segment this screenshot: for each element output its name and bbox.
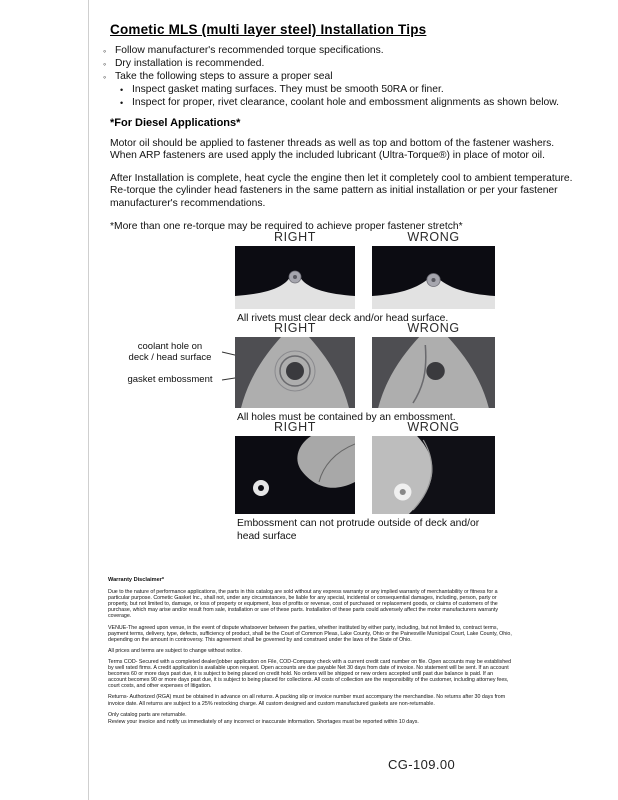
- document-number: CG-109.00: [388, 757, 456, 772]
- bullet-text: Dry installation is recommended.: [115, 58, 265, 69]
- gasket-embossment-label: gasket embossment: [127, 374, 213, 385]
- diesel-section: [110, 117, 582, 243]
- sub-bullet-item: [120, 97, 559, 109]
- embossment-right-illustration: [235, 436, 355, 514]
- rivet-wrong-panel: [372, 246, 495, 309]
- rivet-caption: All rivets must clear deck and/or head surface.: [237, 313, 449, 324]
- right-label-row1: RIGHT: [274, 230, 316, 244]
- coolant-hole-caption: All holes must be contained by an embossment.: [237, 412, 456, 423]
- embossment-caption: Embossment can not protrude outside of deck and/or head surface: [237, 518, 480, 542]
- legal-paragraph: Due to the nature of performance applications, the parts in this catalog are sold without any express warranty or any implied warranty of merchantability or fitness for a particular purpose. Cometic Gasket Inc., shall not, under any circumstances, be liable for any special, incidental or consequential damages, including, person, party or property, but not limited to, damage, or loss of property or equipment, loss of profits or revenue, cost of purchased or replacement goods, or claims of customers of the purchase, which may arise and/or result from sale, installation or use of these parts. Installation of these parts could adversely affect the motor manufacturers warranty coverage.: [108, 589, 499, 620]
- bullet-text: Follow manufacturer's recommended torque specifications.: [115, 45, 384, 56]
- sub-bullet-marker: •: [120, 85, 124, 95]
- legal-paragraph: Returns- Authorized (RGA) must be obtained in advance on all returns. A packing slip or invoice number must accompany the merchandise. No returns after 30 days from invoice date. All returns are subject to a 25% restocking charge. All custom designed and custom manufactured gaskets are non-returnable.: [108, 694, 506, 707]
- coolant-hole-icon: [286, 362, 304, 380]
- coolant-hole-right-panel: [235, 337, 355, 408]
- wrong-label-row3: WRONG: [407, 420, 460, 434]
- legal-paragraph: Review your invoice and notify us immediately of any incorrect or inaccurate information. Shortages must be reported within 10 days.: [108, 718, 419, 725]
- right-label-row2: RIGHT: [274, 321, 316, 335]
- bullet-marker: ◦: [103, 59, 107, 69]
- sub-bullet-text: Inspect for proper, rivet clearance, coolant hole and embossment alignments as shown below.: [132, 97, 559, 108]
- coolant-hole-label: coolant hole on deck / head surface: [128, 341, 212, 363]
- diesel-heading: *For Diesel Applications*: [110, 117, 241, 129]
- diesel-paragraph-1: Motor oil should be applied to fastener threads as well as top and bottom of the fastener washers. When ARP fasteners are used apply the included lubricant (Ultra-Torque®) in place of motor oil.: [110, 137, 555, 162]
- sub-bullet-text: Inspect gasket mating surfaces. They must be smooth 50RA or finer.: [132, 84, 444, 95]
- bullet-marker: ◦: [103, 46, 107, 56]
- bullet-text: Take the following steps to assure a proper seal: [115, 71, 333, 82]
- coolant-hole-right-illustration: [235, 337, 355, 408]
- sub-bullet-item: [120, 84, 559, 96]
- legal-paragraph: Only catalog parts are returnable.: [108, 711, 187, 718]
- warranty-disclaimer-section: [108, 577, 512, 730]
- bullet-list: [103, 45, 559, 110]
- embossment-right-panel: [235, 436, 355, 514]
- embossment-wrong-panel: [372, 436, 495, 514]
- page-title: Cometic MLS (multi layer steel) Installation Tips: [110, 22, 427, 37]
- wrong-label-row1: WRONG: [407, 230, 460, 244]
- coolant-hole-wrong-panel: [372, 337, 495, 408]
- rivet-wrong-illustration: [372, 246, 495, 309]
- embossment-wrong-illustration: [372, 436, 495, 514]
- sub-bullet-marker: •: [120, 98, 124, 108]
- page-left-border: [88, 0, 89, 800]
- legal-paragraph: Terms COD- Secured with a completed dealer/jobber application on File, COD-Company check with a current credit card number on file. Open accounts may be established by well rated firms. A credit application is available upon request. Open accounts are due payable Net 30 days from date of invoice. No statement will be sent. If an account becomes 60 or more days past due, it is subject to being placed on credit hold. No orders will be shipped or new orders accepted until past due balance is paid. If an account becomes 90 or more days past due, it is subject to being placed for collections. All costs of collection are the responsibility of the customer, including attorney fees, court costs, and other expenses of litigation.: [108, 658, 512, 690]
- diesel-paragraph-2: After Installation is complete, heat cycle the engine then let it completely cool to ambient temperature. Re-torque the cylinder head fasteners in the same pattern as initial installation or per your fastener manufacturer's recommendations.: [110, 172, 573, 209]
- bullet-item: [103, 45, 559, 57]
- coolant-hole-wrong-illustration: [372, 337, 495, 408]
- right-label-row3: RIGHT: [274, 420, 316, 434]
- legal-paragraph: VENUE-The agreed upon venue, in the event of dispute whatsoever between the parties, whether instituted by either party, including, but not limited to, contract terms, payment terms, delivery, type, defects, sufficiency of product, shall be the Court of Common Pleas, Lake County, Ohio or the Painesville Municipal Court, Lake County, Ohio, depending on the amount in controversy. This agreement shall be governed by and construed under the laws of the State of Ohio.: [108, 624, 512, 643]
- retorque-note: *More than one re-torque may be required to achieve proper fastener stretch*: [110, 220, 463, 232]
- bullet-marker: ◦: [103, 72, 107, 82]
- warranty-disclaimer-heading: Warranty Disclaimer*: [108, 577, 165, 583]
- wrong-label-row2: WRONG: [407, 321, 460, 335]
- coolant-hole-icon: [426, 362, 444, 380]
- bullet-item: [103, 58, 559, 70]
- rivet-right-illustration: [235, 246, 355, 309]
- bullet-item: [103, 71, 559, 83]
- legal-paragraph: All prices and terms are subject to change without notice.: [108, 647, 242, 654]
- rivet-right-panel: [235, 246, 355, 309]
